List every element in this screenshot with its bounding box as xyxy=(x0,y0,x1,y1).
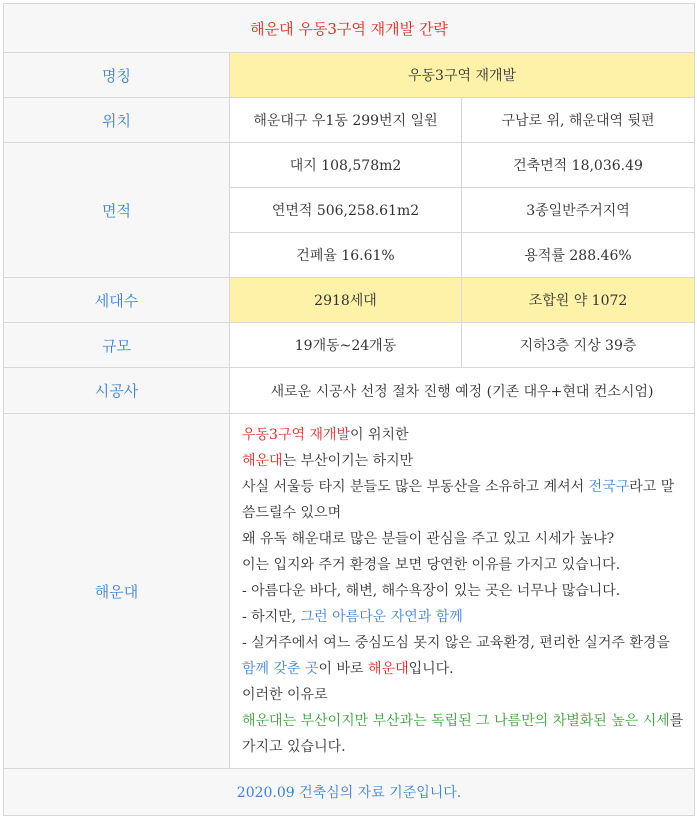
area-far: 용적률 288.46% xyxy=(462,233,695,278)
highlight-nationwide: 전국구 xyxy=(588,479,630,495)
desc-line: - 아름다운 바다, 해변, 해수욕장이 있는 곳은 너무나 많습니다. xyxy=(242,583,621,599)
project-name: 우동3구역 재개발 xyxy=(230,53,695,98)
desc-line: 가지고 있습니다. xyxy=(242,739,346,755)
desc-line xyxy=(242,708,684,734)
desc-line xyxy=(242,604,684,630)
desc-line xyxy=(242,422,684,448)
highlight-nature: 그런 아름다운 자연과 함께 xyxy=(300,609,463,625)
area-zone: 3종일반주거지역 xyxy=(462,188,695,233)
highlight-haeundae: 해운대 xyxy=(242,453,283,469)
desc-text: 이 바로 xyxy=(318,661,369,677)
desc-line xyxy=(242,656,684,682)
label-scale: 규모 xyxy=(4,323,230,368)
label-builder: 시공사 xyxy=(4,368,230,414)
label-households: 세대수 xyxy=(4,278,230,323)
desc-text: 는 부산이기는 하지만 xyxy=(282,453,414,469)
location-landmark: 구남로 위, 해운대역 뒷편 xyxy=(462,98,695,143)
desc-line: 왜 유독 해운대로 많은 분들이 관심을 주고 있고 시세가 높냐? xyxy=(242,531,615,547)
highlight-together: 함께 갖춘 곳 xyxy=(242,661,319,677)
summary-table xyxy=(3,3,695,816)
desc-text: 를 xyxy=(669,713,684,729)
table-title: 해운대 우동3구역 재개발 간략 xyxy=(4,4,695,53)
members-count: 조합원 약 1072 xyxy=(462,278,695,323)
desc-line: 이러한 이유로 xyxy=(242,687,328,703)
desc-line: - 실거주에서 여느 중심도심 못지 않은 교육환경, 편리한 실거주 환경을 xyxy=(242,635,670,651)
label-haeundae: 해운대 xyxy=(4,414,230,769)
desc-text: 이 위치한 xyxy=(350,427,409,443)
location-address: 해운대구 우1동 299번지 일원 xyxy=(230,98,462,143)
highlight-price: 해운대는 부산이지만 부산과는 독립된 그 나름만의 차별화된 높은 시세 xyxy=(242,713,670,729)
households-count: 2918세대 xyxy=(230,278,462,323)
haeundae-description xyxy=(230,414,695,769)
desc-line xyxy=(242,448,684,474)
scale-buildings: 19개동~24개동 xyxy=(230,323,462,368)
desc-text: 사실 서울등 타지 분들도 많은 부동산을 소유하고 계셔서 xyxy=(242,479,589,495)
desc-line: 이는 입지와 주거 환경을 보면 당연한 이유를 가지고 있습니다. xyxy=(242,557,621,573)
highlight-haeundae: 해운대 xyxy=(368,661,409,677)
desc-text: 입니다. xyxy=(408,661,454,677)
desc-text: 라고 말 xyxy=(629,479,675,495)
builder-value: 새로운 시공사 선정 절차 진행 예정 (기존 대우+현대 컨소시엄) xyxy=(230,368,695,414)
desc-text: - 하지만, xyxy=(242,609,301,625)
area-land: 대지 108,578m2 xyxy=(230,143,462,188)
label-area: 면적 xyxy=(4,143,230,278)
desc-line xyxy=(242,474,684,500)
scale-floors: 지하3층 지상 39층 xyxy=(462,323,695,368)
label-name: 명칭 xyxy=(4,53,230,98)
area-coverage: 건폐율 16.61% xyxy=(230,233,462,278)
area-building: 건축면적 18,036.49 xyxy=(462,143,695,188)
footer-note: 2020.09 건축심의 자료 기준입니다. xyxy=(4,769,695,816)
desc-line: 씀드릴수 있으며 xyxy=(242,505,342,521)
label-location: 위치 xyxy=(4,98,230,143)
highlight-project: 우동3구역 재개발 xyxy=(242,427,351,443)
area-floor: 연면적 506,258.61m2 xyxy=(230,188,462,233)
